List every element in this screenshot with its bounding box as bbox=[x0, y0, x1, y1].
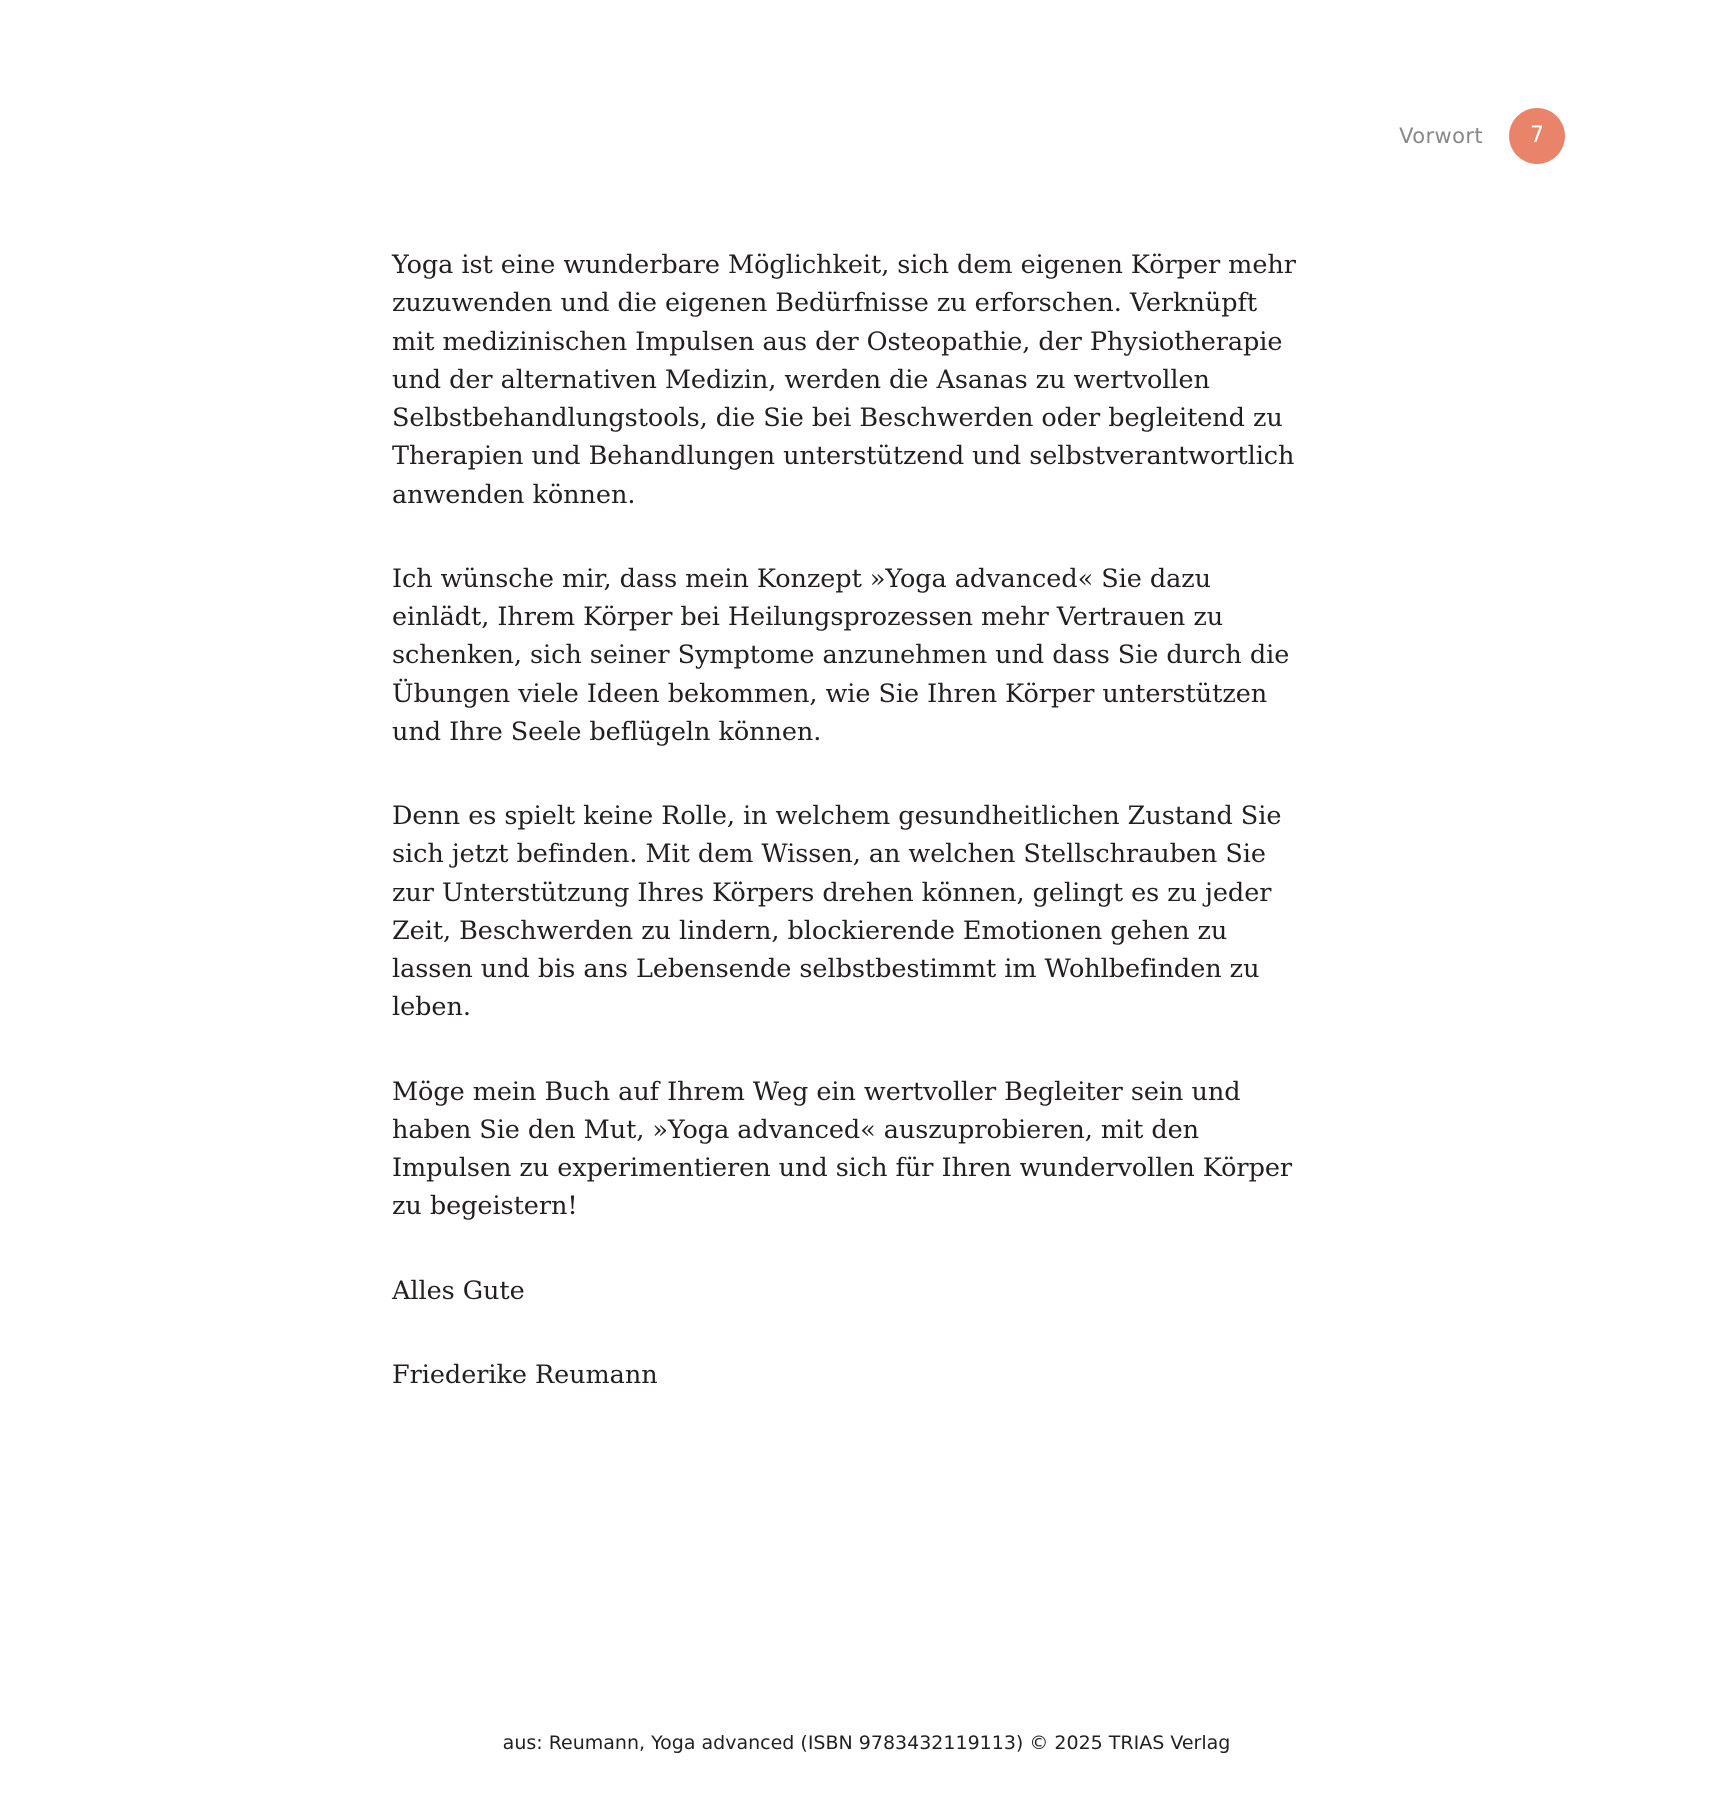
sign-off: Alles Gute bbox=[392, 1275, 525, 1306]
signature: Friederike Reumann bbox=[392, 1359, 658, 1390]
running-head bbox=[1399, 108, 1565, 164]
running-head-label: Vorwort bbox=[1399, 123, 1483, 148]
footer-source-note: aus: Reumann, Yoga advanced (ISBN 9783432119113) © 2025 TRIAS Verlag bbox=[502, 1732, 1231, 1754]
paragraph-2: Ich wünsche mir, dass mein Konzept »Yoga advanced« Sie dazu einlädt, Ihrem Körper bei Heilungsprozessen mehr Vertrauen zu schenken, sich seiner Symptome anzunehmen und dass Sie durch die Übungen viele Ideen bekommen, wie Sie Ihren Körper unterstützen und Ihre Seele beflügeln können. bbox=[392, 563, 1290, 747]
page-number-badge: 7 bbox=[1509, 108, 1565, 164]
paragraph-3: Denn es spielt keine Rolle, in welchem gesundheitlichen Zustand Sie sich jetzt befinden. Mit dem Wissen, an welchen Stellschrauben Sie zur Unterstützung Ihres Körpers drehen können, gelingt es zu jeder Zeit, Beschwerden zu lindern, blockierende Emotionen gehen zu lassen und bis ans Lebensende selbstbestimmt im Wohlbefinden zu leben. bbox=[392, 801, 1282, 1023]
paragraph-1: Yoga ist eine wunderbare Möglichkeit, sich dem eigenen Körper mehr zuzuwenden und die eigenen Bedürfnisse zu erforschen. Verknüpft mit medizinischen Impulsen aus der Osteopathie, der Physiotherapie und der alternativen Medizin, werden die Asanas zu wertvollen Selbstbehandlungstools, die Sie bei Beschwerden oder begleitend zu Therapien und Behandlungen unterstützend und selbstverantwortlich anwenden können. bbox=[392, 250, 1296, 510]
body-text bbox=[392, 246, 1302, 1394]
paragraph-4: Möge mein Buch auf Ihrem Weg ein wertvoller Begleiter sein und haben Sie den Mut, »Yoga advanced« auszuprobieren, mit den Impulsen zu experimentieren und sich für Ihren wundervollen Körper zu begeistern! bbox=[392, 1076, 1293, 1222]
